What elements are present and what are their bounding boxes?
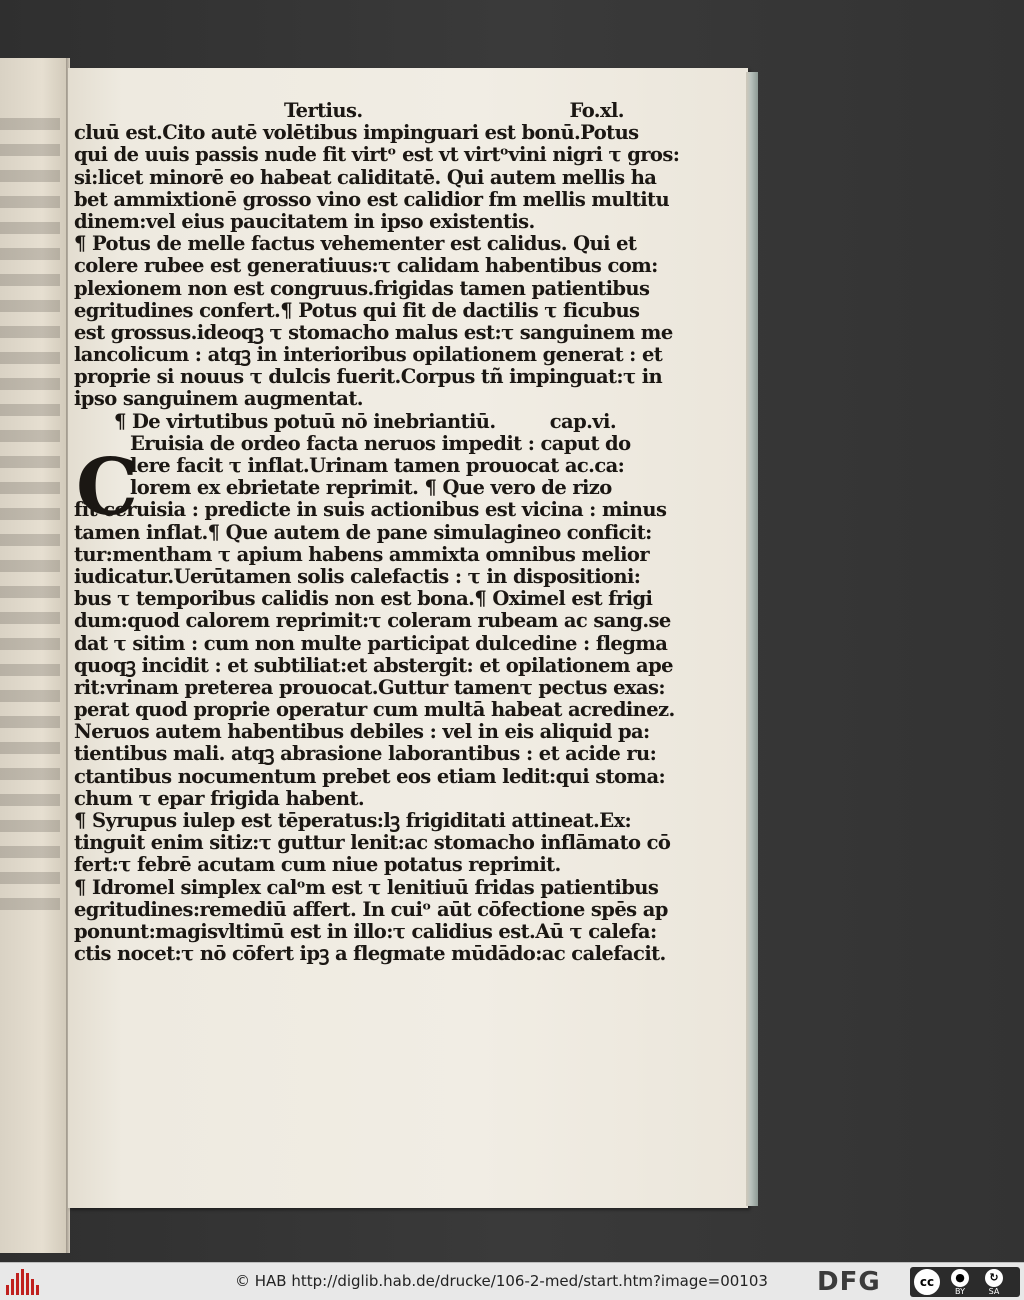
copyright-link[interactable]: © HAB http://diglib.hab.de/drucke/106-2-med/start.htm?image=00103	[235, 1272, 768, 1290]
text-line: plexionem non est congruus.frigidas tamen patientibus	[74, 276, 650, 300]
chapter-heading	[74, 411, 634, 433]
text-line: ¶ Potus de melle factus vehementer est calidus. Qui et	[74, 232, 637, 256]
text-line: tur:mentham τ apium habens ammixta omnibus melior	[74, 542, 650, 566]
chapter-number: cap.vi.	[549, 409, 617, 433]
folio-number: Fo.xl.	[569, 99, 624, 122]
text-line: dinem:vel eius paucitatem in ipso existentis.	[74, 209, 535, 233]
cc-license-badge[interactable]	[910, 1267, 1020, 1297]
viewer-footer	[0, 1262, 1024, 1300]
text-line: iudicatur.Uerūtamen solis calefactis : τ in dispositioni:	[74, 564, 641, 588]
running-header-title: Tertius.	[284, 99, 363, 122]
left-page-edge	[0, 58, 70, 1253]
text-line: proprie si nouus τ dulcis fuerit.Corpus tñ impinguat:τ in	[74, 365, 663, 389]
text-line: lorem ex ebrietate reprimit. ¶ Que vero de rizo	[130, 476, 612, 500]
sa-icon: ↻ SA	[980, 1269, 1008, 1296]
text-line: egritudines:remediū affert. In cuiᵒ aūt cōfectione spēs ap	[74, 897, 668, 921]
text-line: tientibus mali. atqꝫ abrasione laborantibus : et acide ru:	[74, 742, 657, 766]
cc-icon: cc	[914, 1269, 940, 1295]
text-line: est grossus.ideoqꝫ τ stomacho malus est:τ sanguinem me	[74, 320, 673, 344]
sa-label: SA	[988, 1286, 1000, 1296]
text-line: chum τ epar frigida habent.	[74, 786, 365, 810]
text-line: fert:τ febrē acutam cum niue potatus reprimit.	[74, 853, 561, 877]
text-line: dat τ sitim : cum non multe participat dulcedine : flegma	[74, 631, 668, 655]
chapter-title: ¶ De virtutibus potuū nō inebriantiū.	[114, 409, 496, 433]
text-line: cluū est.Cito autē volētibus impinguari est bonū.Potus	[74, 121, 639, 145]
text-line: ipso sanguinem augmentat.	[74, 387, 363, 411]
text-line: ¶ Syrupus iulep est tēperatus:lꝫ frigiditati attineat.Ex:	[74, 809, 632, 832]
text-block-2	[74, 431, 675, 966]
text-line: rit:vrinam preterea prouocat.Guttur tamenτ pectus exas:	[74, 675, 665, 699]
page-stack-edge	[746, 72, 758, 1206]
running-header	[74, 100, 634, 122]
drop-cap: C	[76, 442, 139, 533]
text-line: Eruisia de ordeo facta neruos impedit : caput do	[130, 431, 631, 455]
text-line: bus τ temporibus calidis non est bona.¶ Oximel est frigi	[74, 587, 653, 611]
by-label: BY	[955, 1286, 965, 1296]
left-page-text-bleed	[0, 118, 60, 918]
text-block-1	[74, 121, 680, 411]
text-line: dum:quod calorem reprimit:τ coleram rubeam ac sang.se	[74, 609, 671, 633]
text-line: colere rubee est generatiuus:τ calidam habentibus com:	[74, 254, 658, 278]
text-line: ctantibus nocumentum prebet eos etiam ledit:qui stoma:	[74, 764, 666, 788]
text-line: quoqꝫ incidit : et subtiliat:et abstergit: et opilationem ape	[74, 653, 673, 677]
text-line: lancolicum : atqꝫ in interioribus opilationem generat : et	[74, 343, 663, 367]
text-line: Neruos autem habentibus debiles : vel in eis aliquid pa:	[74, 720, 650, 744]
text-line: perat quod proprie operatur cum multā habeat acredinez.	[74, 698, 675, 722]
dfg-logo: DFG	[817, 1267, 881, 1297]
text-line: ¶ Idromel simplex calᵒm est τ lenitiuū fridas patientibus	[74, 875, 659, 899]
by-icon: ● BY	[946, 1269, 974, 1296]
page-text	[74, 99, 680, 966]
text-line: bet ammixtionē grosso vino est calidior fm mellis multitu	[74, 187, 670, 211]
text-line: qui de uuis passis nude fit virtᵒ est vt virtᵒvini nigri τ gros:	[74, 143, 680, 167]
hab-logo-icon	[6, 1269, 40, 1295]
text-line: egritudines confert.¶ Potus qui fit de dactilis τ ficubus	[74, 298, 640, 322]
text-line: tinguit enim sitiz:τ guttur lenit:ac stomacho inflāmato cō	[74, 831, 671, 855]
text-line: ctis nocet:τ nō cōfert ipꝫ a flegmate mūdādo:ac calefacit.	[74, 942, 666, 966]
text-line: ponunt:magisvltimū est in illo:τ calidius est.Aū τ calefa:	[74, 919, 657, 943]
text-line: fit ceruisia : predicte in suis actionibus est vicina : minus	[74, 498, 667, 522]
text-line: si:licet minorē eo habeat caliditatē. Qui autem mellis ha	[74, 165, 657, 189]
text-line: tamen inflat.¶ Que autem de pane simulagineo conficit:	[74, 520, 652, 544]
text-line: lere facit τ inflat.Urinam tamen prouocat ac.ca:	[130, 454, 625, 477]
